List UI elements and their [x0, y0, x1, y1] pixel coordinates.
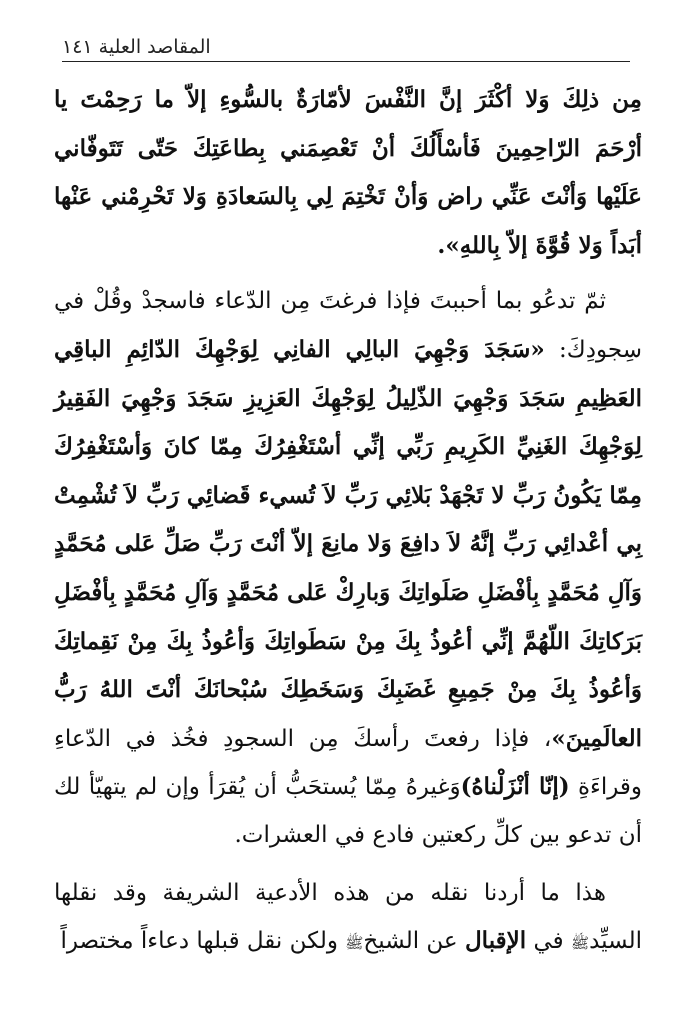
honorific-glyph-2: ﷺ [345, 934, 364, 953]
paragraph-1 [54, 76, 642, 270]
page-header [62, 28, 630, 62]
page-body [54, 76, 642, 968]
paragraph-3 [54, 870, 642, 968]
book-title: الإقبال [464, 927, 527, 955]
closing-text-2: في [526, 928, 571, 955]
surah-name: (إنّا أنْزَلْناهُ) [460, 773, 570, 801]
running-header: المقاصد العلية ١٤١ [62, 36, 211, 58]
instruction-text-3: وَغيرهُ مِمّا يُستحَبُّ أن يُقرَأ وإن لم يتهيّأ لك أن تدعو بين كلِّ ركعتين فادع في العشرات. [54, 774, 642, 848]
closing-text: هذا ما أردنا نقله من هذه الأدعية الشريفة وقد نقلها السيِّد [54, 879, 642, 955]
closing-text-3: عن الشيخ [363, 928, 465, 955]
prayer-text: مِن ذلِكَ وَلا أكْثَرَ إنَّ النَّفْسَ لأمّارَةٌ بالسُّوءِ إلاّ ما رَحِمْتَ يا أرْحَمَ الرّاحِمِينَ فَأسْأَلُكَ أنْ تَعْصِمَني بِطاعَتِكَ حَتّى تَتَوفّاني عَلَيْها وَأنْتَ عَنِّي راض وَأنْ تَخْتِمَ لِي بِالسَعادَةِ وَلا تَحْرِمْني عَنْها أبَداً وَلا قُوَّةَ إلاّ بِاللهِ». [54, 86, 642, 259]
instruction-text: ثمّ تدعُو بما أحببتَ فإذا فرغتَ مِن الدّعاء فاسجدْ وقُلْ في سِجودِكَ: [54, 288, 642, 363]
honorific-glyph: ﷺ [570, 934, 590, 953]
paragraph-2 [54, 278, 642, 859]
header-rule [62, 61, 630, 62]
sujood-prayer: «سَجَدَ وَجْهِيَ البالِي الفانِي لِوَجْهِكَ الدّائِمِ الباقِي العَظِيمِ سَجَدَ وَجْهِيَ الذّلِيلُ لِوَجْهِكَ العَزِيزِ سَجَدَ وَجْهِيَ الفَقِيرُ لِوَجْهِكَ الغَنِيِّ الكَرِيمِ رَبِّي إنِّي أسْتَغْفِرُكَ مِمّا كانَ وَأسْتَغْفِرُكَ مِمّا يَكُونُ رَبِّ لا تَجْهَدْ بَلائِي رَبِّ لاَ تُسيء قَضائِي رَبِّ لاَ تُشْمِتْ بِي أعْدائِي رَبِّ إنَّهُ لاَ دافِعَ وَلا مانِعَ إلاّ أنْتَ رَبِّ صَلِّ عَلى مُحَمَّدٍ وَآلِ مُحَمَّدٍ بِأفْضَلِ صَلَواتِكَ وَبارِكْ عَلى مُحَمَّدٍ وَآلِ مُحَمَّدٍ بِأفْضَلِ بَرَكاتِكَ اللّهُمَّ إنِّي أعُوذُ بِكَ مِنْ سَطَواتِكَ وَأعُوذُ بِكَ مِنْ نَقِماتِكَ وَأعُوذُ بِكَ مِنْ جَمِيعِ غَضَبِكَ وَسَخَطِكَ سُبْحانَكَ أنْتَ اللهُ رَبُّ العالَمِينَ» [54, 335, 642, 752]
instruction-text-2: ، فإذا رفعتَ رأسكَ مِن السجودِ فخُذ في الدّعاءِ وقراءَةِ [54, 725, 642, 801]
closing-text-4: ولكن نقل قبلها دعاءاً مختصراً [60, 928, 346, 955]
